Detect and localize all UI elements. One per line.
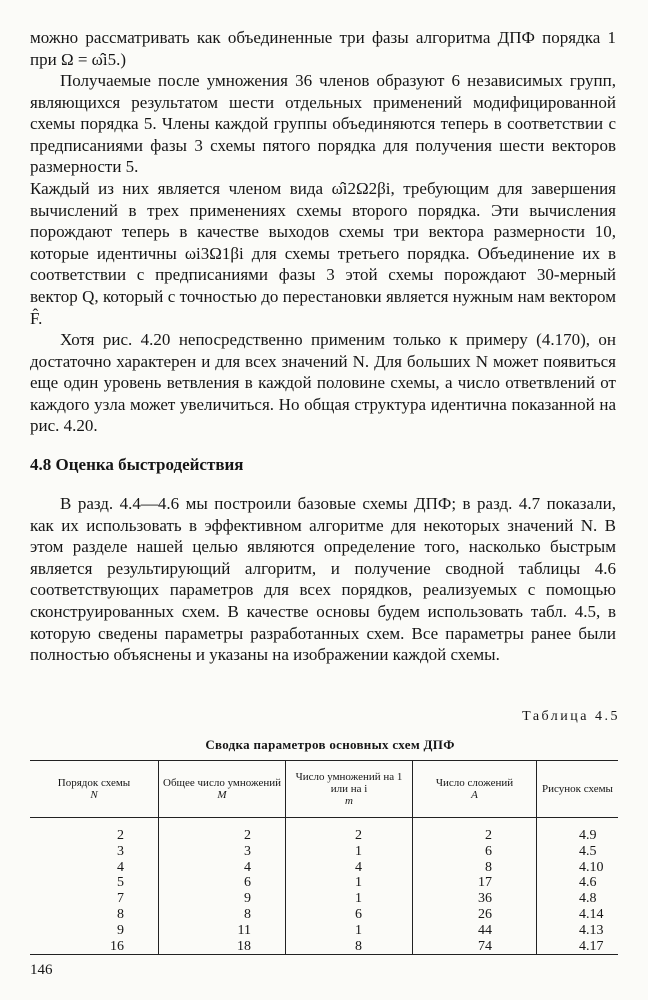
table-header-row bbox=[30, 761, 618, 818]
table-row: 8 8 6 26 4.14 bbox=[30, 907, 618, 923]
header-additions: Число сложений A bbox=[413, 761, 537, 818]
table-row: 7 9 1 36 4.8 bbox=[30, 891, 618, 907]
table-row: 9 11 1 44 4.13 bbox=[30, 923, 618, 939]
header-total-multiplications: Общее число умножений M bbox=[159, 761, 286, 818]
dft-parameters-table bbox=[30, 760, 618, 955]
header-figure: Рисунок схемы bbox=[537, 761, 619, 818]
paragraph-figure-4-20: Хотя рис. 4.20 непосредственно применим только к примеру (4.170), он достаточно характерен и для всех значений N. Для больших N может появиться еще один уровень ветвления в каждой половине схемы, а число ответвлений от каждого узла может увеличиться. Но общая структура идентична показанной на рис. 4.20. bbox=[30, 330, 616, 436]
table-label: Таблица 4.5 bbox=[522, 709, 620, 724]
paragraph-multiplication-groups: Получаемые после умножения 36 членов образуют 6 независимых групп, являющихся результатом шести отдельных применений модифицированной схемы порядка 5. Члены каждой группы объединяются теперь в соответствии с предписаниями фазы 3 схемы пятого порядка для получения шести векторов размерности 5. bbox=[30, 71, 616, 177]
table-row: 3 3 1 6 4.5 bbox=[30, 844, 618, 860]
header-order: Порядок схемы N bbox=[30, 761, 159, 818]
header-trivial-multiplications: Число умножений на 1 или на i m bbox=[286, 761, 413, 818]
table-row: 16 18 8 74 4.17 bbox=[30, 939, 618, 955]
paragraph-second-order-scheme: Каждый из них является членом вида ω̂i2Ω2βi, требующим для завершения вычислений в трех применениях схемы второго порядка. Эти вычисления порождают теперь в качестве выходов схемы три вектора размерности 10, которые идентичны ωi3Ω1βi для схемы третьего порядка. Объединение их в соответствии с предписаниями фазы 3 этой схемы порождают 30-мерный вектор Q, который с точностью до перестановки является нужным нам вектором F̂. bbox=[30, 179, 616, 328]
table-row: 2 2 2 2 4.9 bbox=[30, 818, 618, 844]
table-row: 4 4 4 8 4.10 bbox=[30, 860, 618, 876]
table-caption: Сводка параметров основных схем ДПФ bbox=[205, 737, 455, 752]
table-row: 5 6 1 17 4.6 bbox=[30, 875, 618, 891]
page-number: 146 bbox=[30, 962, 53, 978]
paragraph-section-intro: В разд. 4.4—4.6 мы построили базовые схемы ДПФ; в разд. 4.7 показали, как их использовать в эффективном алгоритме для некоторых значений N. В этом разделе нашей целью являются определение того, насколько быстрым является результирующий алгоритм, и получение сводной таблицы 4.6 соответствующих параметров для всех порядков, реализуемых с помощью сконструированных схем. В качестве основы будем использовать табл. 4.5, в которую сведены параметры разработанных схем. Все параметры ранее были полностью объяснены и указаны на изображении каждой схемы. bbox=[30, 494, 616, 665]
paragraph-continuation: можно рассматривать как объединенные три фазы алгоритма ДПФ порядка 1 при Ω = ω̂i5.) bbox=[30, 28, 616, 69]
section-heading: 4.8 Оценка быстродействия bbox=[30, 455, 244, 474]
